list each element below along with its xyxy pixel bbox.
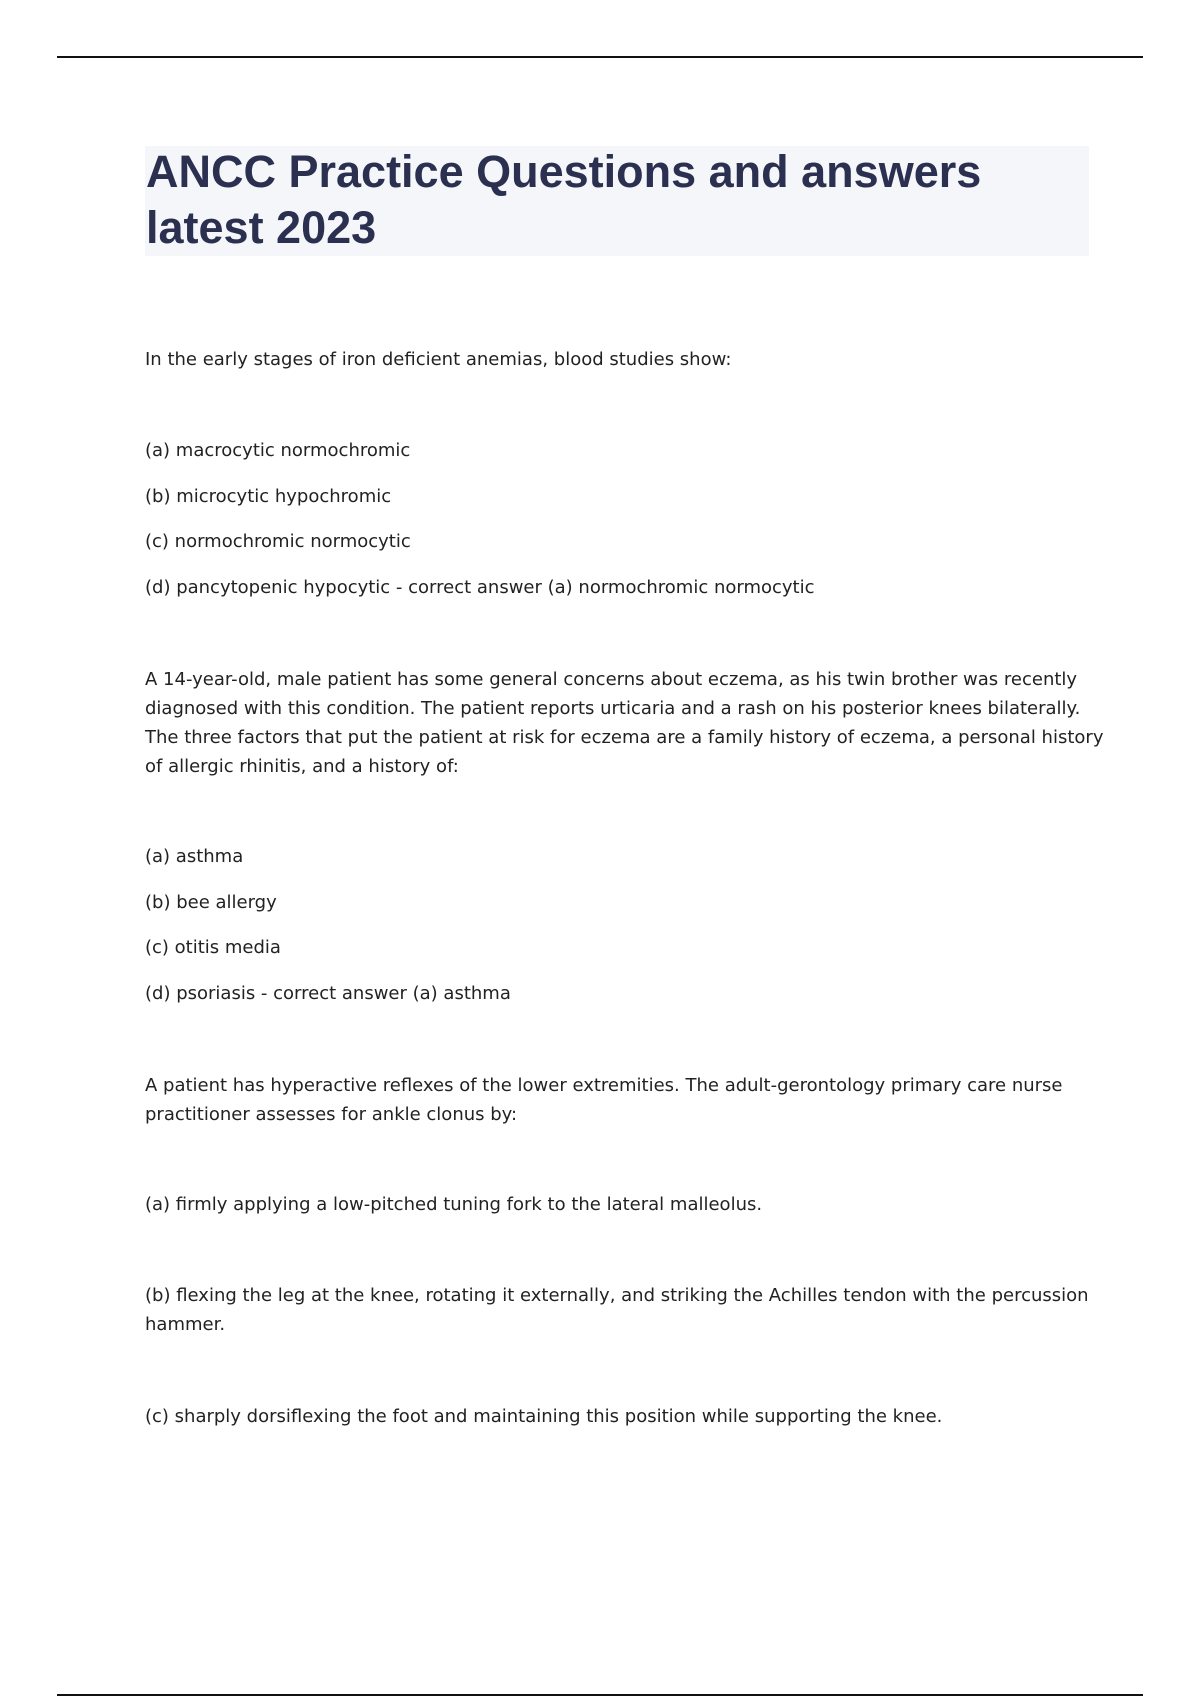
top-rule — [57, 56, 1143, 58]
question-3-option-b: (b) flexing the leg at the knee, rotating it externally, and striking the Achilles tendon with the percussion hammer. — [145, 1285, 1089, 1335]
question-1-option-c: (c) normochromic normocytic — [145, 531, 411, 552]
bottom-rule — [57, 1694, 1143, 1696]
question-2-option-c: (c) otitis media — [145, 937, 281, 958]
question-3-option-c: (c) sharply dorsiflexing the foot and maintaining this position while supporting the knee. — [145, 1406, 943, 1427]
question-1-option-a: (a) macrocytic normochromic — [145, 440, 411, 461]
question-3-option-a: (a) firmly applying a low-pitched tuning fork to the lateral malleolus. — [145, 1194, 763, 1215]
question-2-stem: A 14-year-old, male patient has some general concerns about eczema, as his twin brother was recently diagnosed with this condition. The patient reports urticaria and a rash on his posterior knees bilaterally. The three factors that put the patient at risk for eczema are a family history of eczema, a personal history of allergic rhinitis, and a history of: — [145, 669, 1104, 777]
question-2-option-d: (d) psoriasis - correct answer (a) asthma — [145, 983, 511, 1004]
question-1-option-b: (b) microcytic hypochromic — [145, 486, 392, 507]
question-3-stem: A patient has hyperactive reflexes of the lower extremities. The adult-gerontology primary care nurse practitioner assesses for ankle clonus by: — [145, 1075, 1063, 1125]
question-1-stem: In the early stages of iron deficient anemias, blood studies show: — [145, 349, 732, 370]
question-1-option-d: (d) pancytopenic hypocytic - correct answer (a) normochromic normocytic — [145, 577, 815, 598]
page-title: ANCC Practice Questions and answers latest 2023 — [146, 146, 982, 253]
question-2-option-b: (b) bee allergy — [145, 892, 277, 913]
question-2-option-a: (a) asthma — [145, 846, 244, 867]
